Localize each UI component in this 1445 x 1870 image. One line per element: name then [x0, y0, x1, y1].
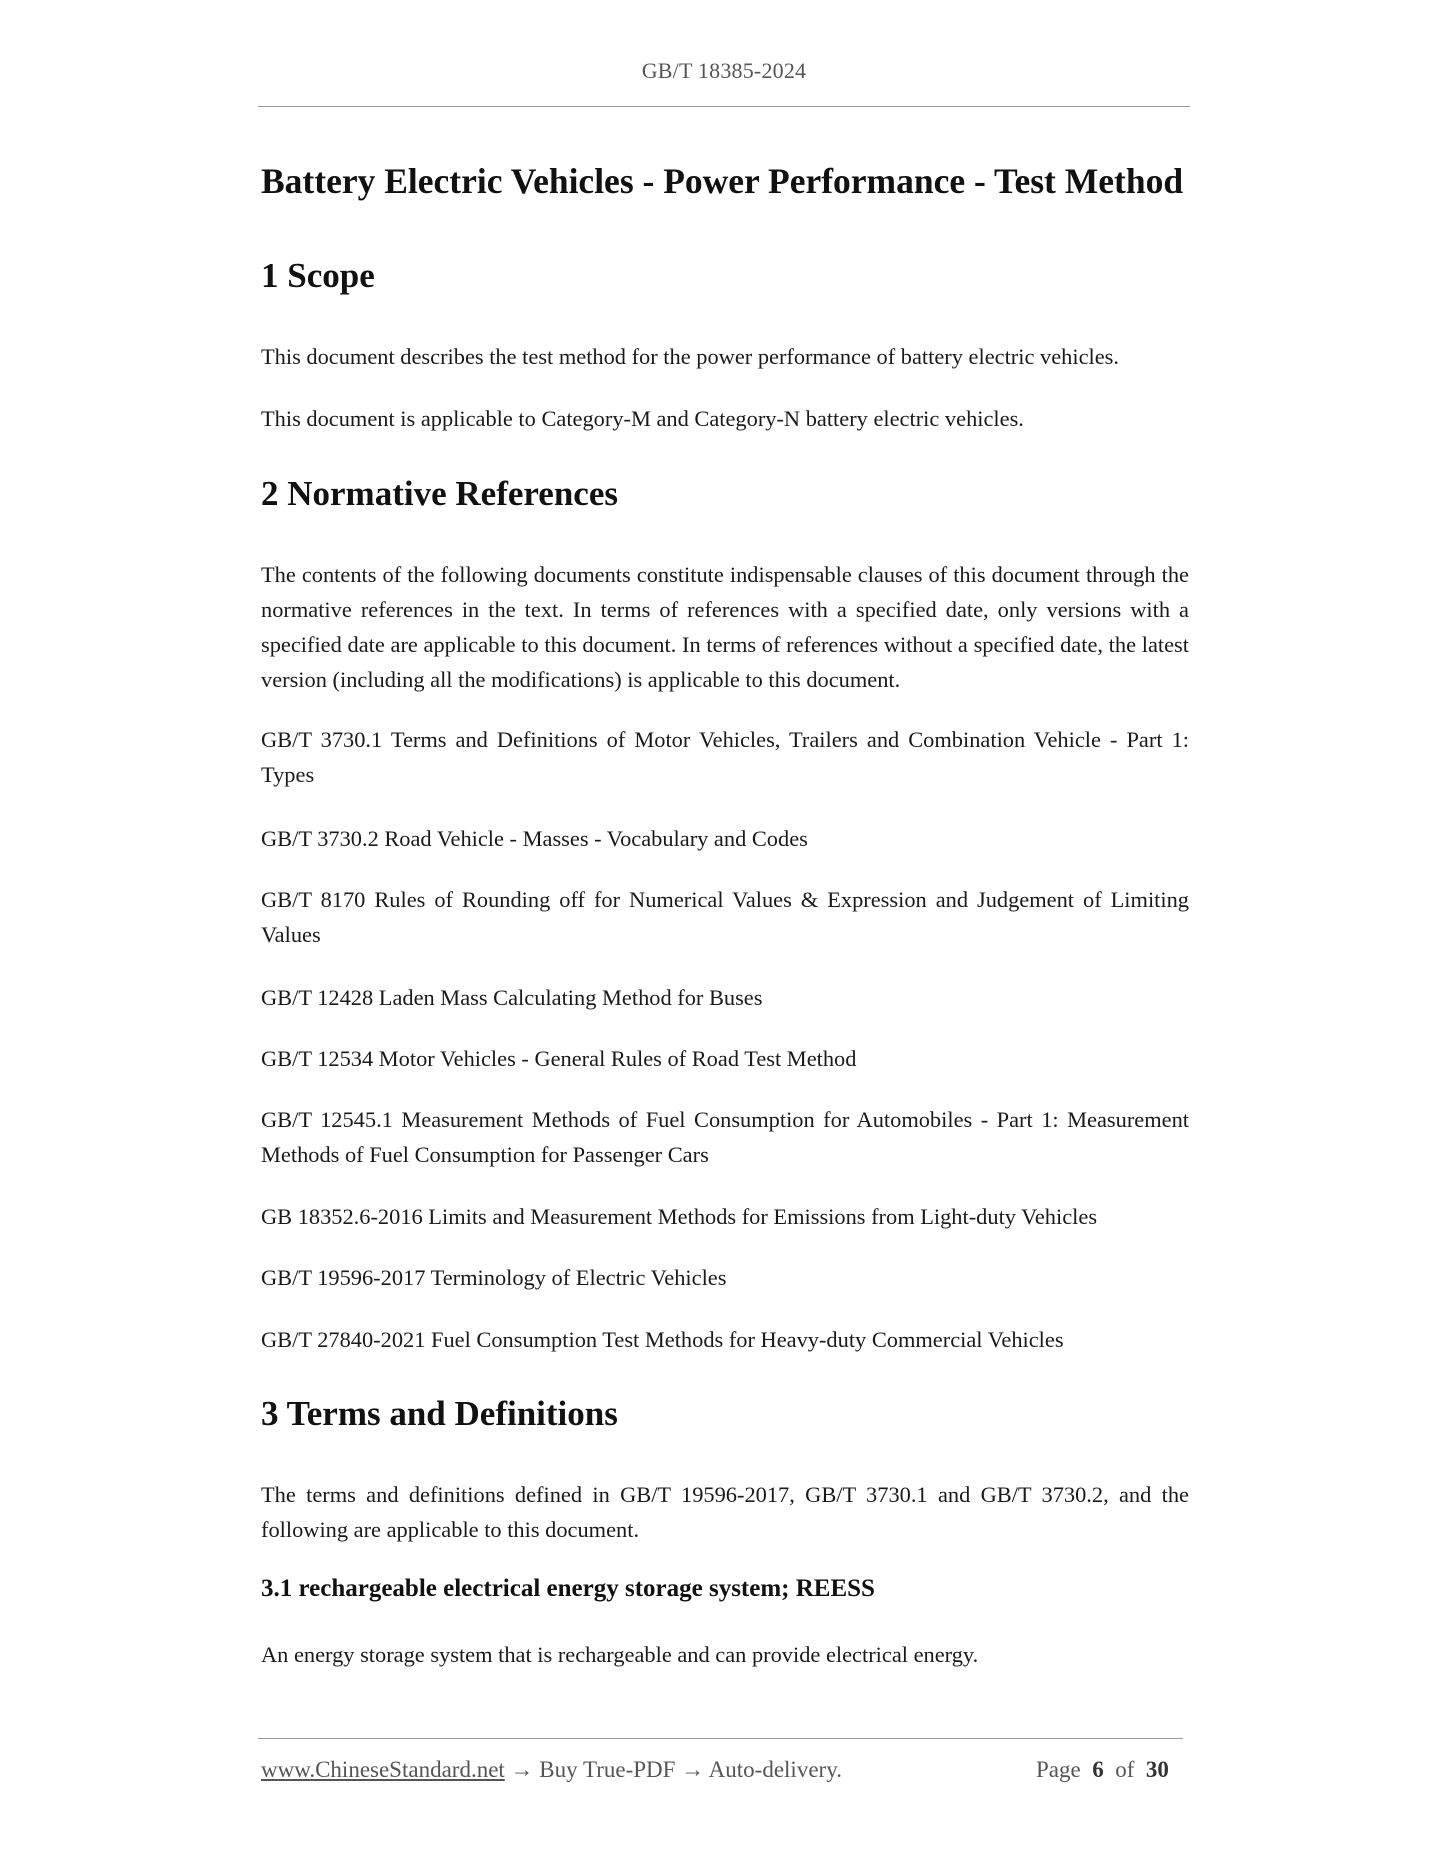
footer-promo [261, 1757, 842, 1783]
reference-item: GB/T 3730.1 Terms and Definitions of Motor Vehicles, Trailers and Combination Vehicle - Part 1: Types [261, 727, 1189, 787]
of-label: of [1115, 1757, 1135, 1782]
reference-item: GB/T 19596-2017 Terminology of Electric Vehicles [261, 1265, 727, 1290]
section-heading-normative-references: 2 Normative References [261, 474, 618, 513]
page-number: 6 [1092, 1757, 1104, 1782]
total-pages: 30 [1145, 1757, 1169, 1782]
reference-item: GB/T 8170 Rules of Rounding off for Numerical Values & Expression and Judgement of Limiting Values [261, 887, 1189, 947]
section-heading-scope: 1 Scope [261, 256, 375, 295]
term-definition-reess: An energy storage system that is rechargeable and can provide electrical energy. [261, 1642, 979, 1667]
scope-paragraph: This document describes the test method for the power performance of battery electric vehicles. [261, 344, 1119, 369]
auto-delivery-text: Auto-delivery. [708, 1757, 842, 1782]
section-heading-terms-and-definitions: 3 Terms and Definitions [261, 1394, 618, 1433]
reference-item: GB/T 12545.1 Measurement Methods of Fuel Consumption for Automobiles - Part 1: Measurement Methods of Fuel Consumption for Passenger Cars [261, 1107, 1189, 1167]
terms-intro: The terms and definitions defined in GB/T 19596-2017, GB/T 3730.1 and GB/T 3730.2, and the following are applicable to this document. [261, 1482, 1189, 1542]
document-title: Battery Electric Vehicles - Power Performance - Test Method [261, 161, 1184, 201]
page-label: Page [1036, 1757, 1081, 1782]
site-link[interactable]: www.ChineseStandard.net [261, 1757, 505, 1782]
reference-item: GB/T 27840-2021 Fuel Consumption Test Methods for Heavy-duty Commercial Vehicles [261, 1327, 1064, 1352]
page-indicator [1036, 1757, 1169, 1783]
arrow-right-icon: → [681, 1757, 705, 1782]
scope-paragraph: This document is applicable to Category-M and Category-N battery electric vehicles. [261, 406, 1024, 431]
footer-divider [258, 1738, 1183, 1739]
reference-item: GB 18352.6-2016 Limits and Measurement Methods for Emissions from Light-duty Vehicles [261, 1204, 1098, 1229]
reference-item: GB/T 12428 Laden Mass Calculating Method for Buses [261, 985, 763, 1010]
reference-item: GB/T 3730.2 Road Vehicle - Masses - Vocabulary and Codes [261, 826, 808, 851]
reference-item: GB/T 12534 Motor Vehicles - General Rules of Road Test Method [261, 1046, 857, 1071]
arrow-right-icon: → [510, 1757, 534, 1782]
buy-true-pdf-text: Buy True-PDF [539, 1757, 676, 1782]
header-divider [258, 106, 1190, 107]
page-header: GB/T 18385-2024 [641, 58, 807, 83]
term-heading-reess: 3.1 rechargeable electrical energy storage system; REESS [261, 1575, 875, 1602]
normative-references-intro: The contents of the following documents constitute indispensable clauses of this document through the normative references in the text. In terms of references with a specified date, only versions with a specified date are applicable to this document. In terms of references without a specified date, the latest version (including all the modifications) is applicable to this document. [261, 562, 1189, 692]
